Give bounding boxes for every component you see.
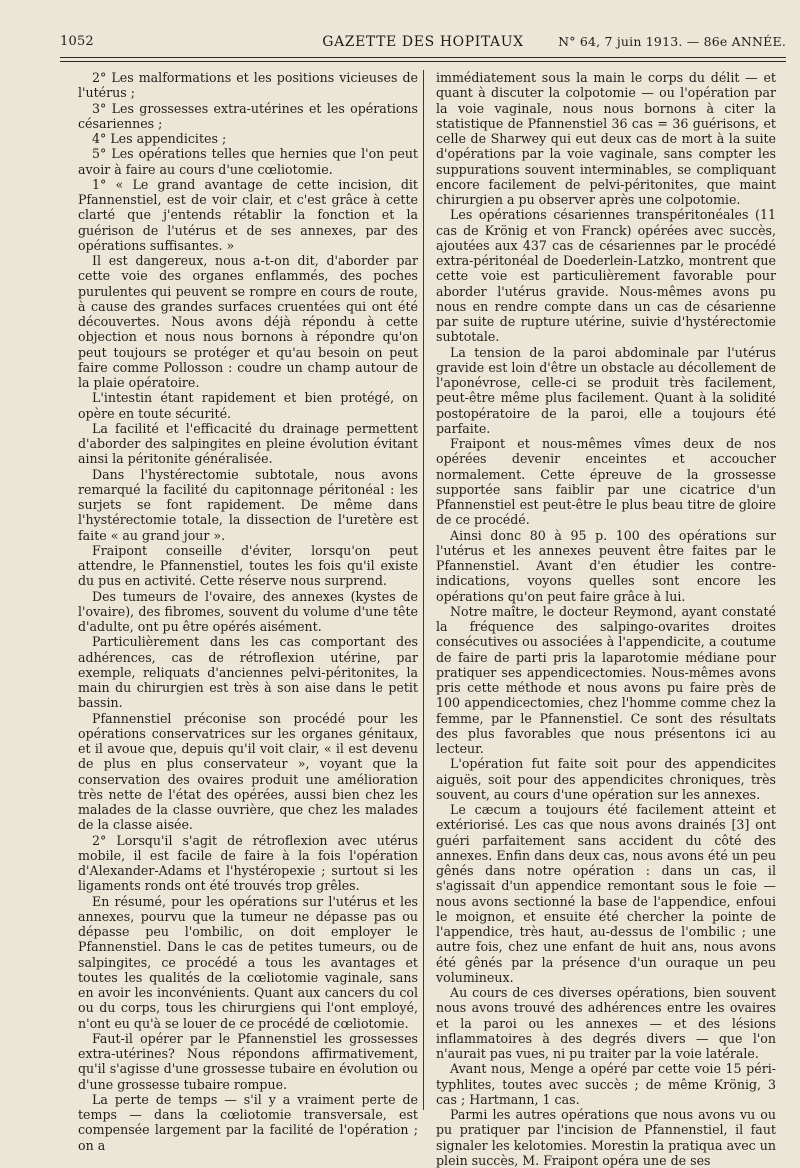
left-column [78, 70, 418, 1153]
page-header [60, 28, 786, 54]
paragraph: Il est dangereux, nous a-t-on dit, d'aborder par cette voie des organes enflammés, des poches purulentes qui peuvent se rompre en cours de route, à cause des grandes surfaces cruentées qui ont été découvertes. Nous avons déjà répondu à cette objection et nous nous bornons à répondre qu'on peut toujours se protéger et qu'au besoin on peut faire comme Pollosson : coudre un champ autour de la plaie opératoire. [78, 253, 418, 390]
paragraph: Particulièrement dans les cas comportant des adhérences, cas de rétroflexion utérine, par exemple, reliquats d'anciennes pelvi-péritonites, la main du chirurgien est très à son aise dans le petit bassin. [78, 634, 418, 711]
right-column [436, 70, 776, 1168]
paragraph: Des tumeurs de l'ovaire, des annexes (kystes de l'ovaire), des fibromes, souvent du volume d'une tête d'adulte, ont pu être opérés aisément. [78, 588, 418, 634]
paragraph: La perte de temps — s'il y a vraiment perte de temps — dans la cœliotomie transversale, est compensée largement par la facilité de l'opération ; on a [78, 1091, 418, 1153]
paragraph: Parmi les autres opérations que nous avons vu ou pu pratiquer par l'incision de Pfannenstiel, il faut signaler les kelotomies. Morestin la pratiqua avec un plein succès, M. Fraipont opéra une de ses [436, 1107, 776, 1168]
header-rule [60, 57, 786, 58]
paragraph: L'intestin étant rapidement et bien protégé, on opère en toute sécurité. [78, 390, 418, 421]
column-divider [423, 70, 424, 1110]
paragraph: 4° Les appendicites ; [92, 131, 227, 146]
paragraph: Fraipont et nous-mêmes vîmes deux de nos opérées devenir enceintes et accoucher normalement. Cette épreuve de la grossesse supportée sans faiblir par une cicatrice d'un Pfannenstiel est peut-être le plus beau titre de gloire de ce procédé. [436, 436, 776, 528]
paragraph: La facilité et l'efficacité du drainage permettent d'aborder des salpingites en pleine évolution évitant ainsi la péritonite généralisée. [78, 420, 418, 467]
paragraph: En résumé, pour les opérations sur l'utérus et les annexes, pourvu que la tumeur ne dépasse pas ou dépasse peu l'ombilic, on doit employer le Pfannenstiel. Dans le cas de petites tumeurs, ou de salpingites, ce procédé a tous les avantages et toutes les qualités de la cœliotomie vaginale, sans en avoir les inconvénients. Quant aux cancers du col ou du corps, tous les chirurgiens qui l'ont employé, n'ont eu qu'à se louer de ce procédé de cœliotomie. [78, 893, 418, 1031]
paragraph: 2° Les malformations et les positions vicieuses de l'utérus ; [78, 70, 418, 101]
paragraph: Faut-il opérer par le Pfannenstiel les grossesses extra-utérines? Nous répondons affirmativement, qu'il s'agisse d'une grossesse tubaire en évolution ou d'une grossesse tubaire rompue. [78, 1030, 418, 1092]
paragraph: 3° Les grossesses extra-utérines et les opérations césariennes ; [78, 100, 418, 131]
paragraph: 1° « Le grand avantage de cette incision, dit Pfannenstiel, est de voir clair, et c'est grâce à cette clarté que j'entends rétablir la fonction et la guérison de l'utérus et de ses annexes, par des opérations suffisantes. » [78, 176, 418, 253]
paragraph: Le cæcum a toujours été facilement atteint et extériorisé. Les cas que nous avons drainés [3] ont guéri parfaitement sans accident du côté des annexes. Enfin dans deux cas, nous avons été un peu gênés dans notre opération : dans un cas, il s'agissait d'un appendice remontant sous le foie — nous avons sectionné la base de l'appendice, enfoui le moignon, et ensuite été chercher la pointe de l'appendice, très haut, au-dessus de l'ombilic ; une autre fois, chez une enfant de huit ans, nous avons été gênés par la présence d'un ouraque un peu volumineux. [436, 802, 776, 985]
paragraph: Dans l'hystérectomie subtotale, nous avons remarqué la facilité du capitonnage péritonéal : les surjets se font rapidement. De même dans l'hystérectomie totale, la dissection de l'uretère est faite « au grand jour ». [78, 466, 418, 543]
paragraph: immédiatement sous la main le corps du délit — et quant à discuter la colpotomie — ou l'opération par la voie vaginale, nous nous bornons à citer la statistique de Pfannenstiel 36 cas = 36 guérisons, et celle de Sharwey qui eut deux cas de mort à la suite d'opérations par la voie vaginale, sans compter les suppurations souvent interminables, se compliquant encore facilement de pelvi-péritonites, que maint chirurgien a pu observer après une colpotomie. [436, 70, 776, 207]
paragraph: Notre maître, le docteur Reymond, ayant constaté la fréquence des salpingo-ovarites droites consécutives ou associées à l'appendicite, a coutume de faire de parti pris la laparotomie médiane pour pratiquer ses appendicectomies. Nous-mêmes avons pris cette méthode et nous avons pu faire près de 100 appendicectomies, chez l'homme comme chez la femme, par le Pfannenstiel. Ce sont des résultats des plus favorables que nous présentons ici au lecteur. [436, 603, 776, 756]
issue-info: N° 64, 7 juin 1913. — 86e ANNÉE. [558, 34, 786, 49]
paragraph: Avant nous, Menge a opéré par cette voie 15 péri-typhlites, toutes avec succès ; de même Krönig, 3 cas ; Hartmann, 1 cas. [436, 1061, 776, 1107]
paragraph: Fraipont conseille d'éviter, lorsqu'on peut attendre, le Pfannenstiel, toutes les fois qu'il existe du pus en activité. Cette réserve nous surprend. [78, 542, 418, 589]
paragraph: La tension de la paroi abdominale par l'utérus gravide est loin d'être un obstacle au décollement de l'aponévrose, celle-ci se produit très facilement, peut-être même plus facilement. Quant à la solidité postopératoire de la paroi, elle a toujours été parfaite. [436, 344, 776, 436]
paragraph: L'opération fut faite soit pour des appendicites aiguës, soit pour des appendicites chroniques, très souvent, au cours d'une opération sur les annexes. [436, 756, 776, 802]
journal-title: GAZETTE DES HOPITAUX [322, 34, 524, 50]
header-rule-thin [60, 61, 786, 62]
page-number: 1052 [60, 34, 94, 49]
paragraph: 5° Les opérations telles que hernies que l'on peut avoir à faire au cours d'une cœliotomie. [78, 146, 418, 177]
paragraph: Ainsi donc 80 à 95 p. 100 des opérations sur l'utérus et les annexes peuvent être faites par le Pfannenstiel. Avant d'en étudier les contre-indications, voyons quelles sont encore les opérations qu'on peut faire grâce à lui. [436, 527, 776, 604]
paragraph: 2° Lorsqu'il s'agit de rétroflexion avec utérus mobile, il est facile de faire à la fois l'opération d'Alexander-Adams et l'hystéropexie ; surtout si les ligaments ronds ont été trouvés trop grêles. [78, 832, 418, 894]
paragraph: Pfannenstiel préconise son procédé pour les opérations conservatrices sur les organes génitaux, et il avoue que, depuis qu'il voit clair, « il est devenu de plus en plus conservateur », voyant que la conservation des ovaires produit une amélioration très nette de l'état des opérées, aussi bien chez les malades de la classe ouvrière, que chez les malades de la classe aisée. [78, 710, 418, 833]
paragraph: Au cours de ces diverses opérations, bien souvent nous avons trouvé des adhérences entre les ovaires et la paroi ou les annexes — et des lésions inflammatoires à des degrés divers — que l'on n'aurait pas vues, ni pu traiter par la voie latérale. [436, 985, 776, 1061]
paragraph: Les opérations césariennes transpéritonéales (11 cas de Krönig et von Franck) opérées avec succès, ajoutées aux 437 cas de césariennes par le procédé extra-péritonéal de Doederlein-Latzko, montrent que cette voie est particulièrement favorable pour aborder l'utérus gravide. Nous-mêmes avons pu nous en rendre compte dans un cas de césarienne par suite de rupture utérine, suivie d'hystérectomie subtotale. [436, 207, 776, 345]
